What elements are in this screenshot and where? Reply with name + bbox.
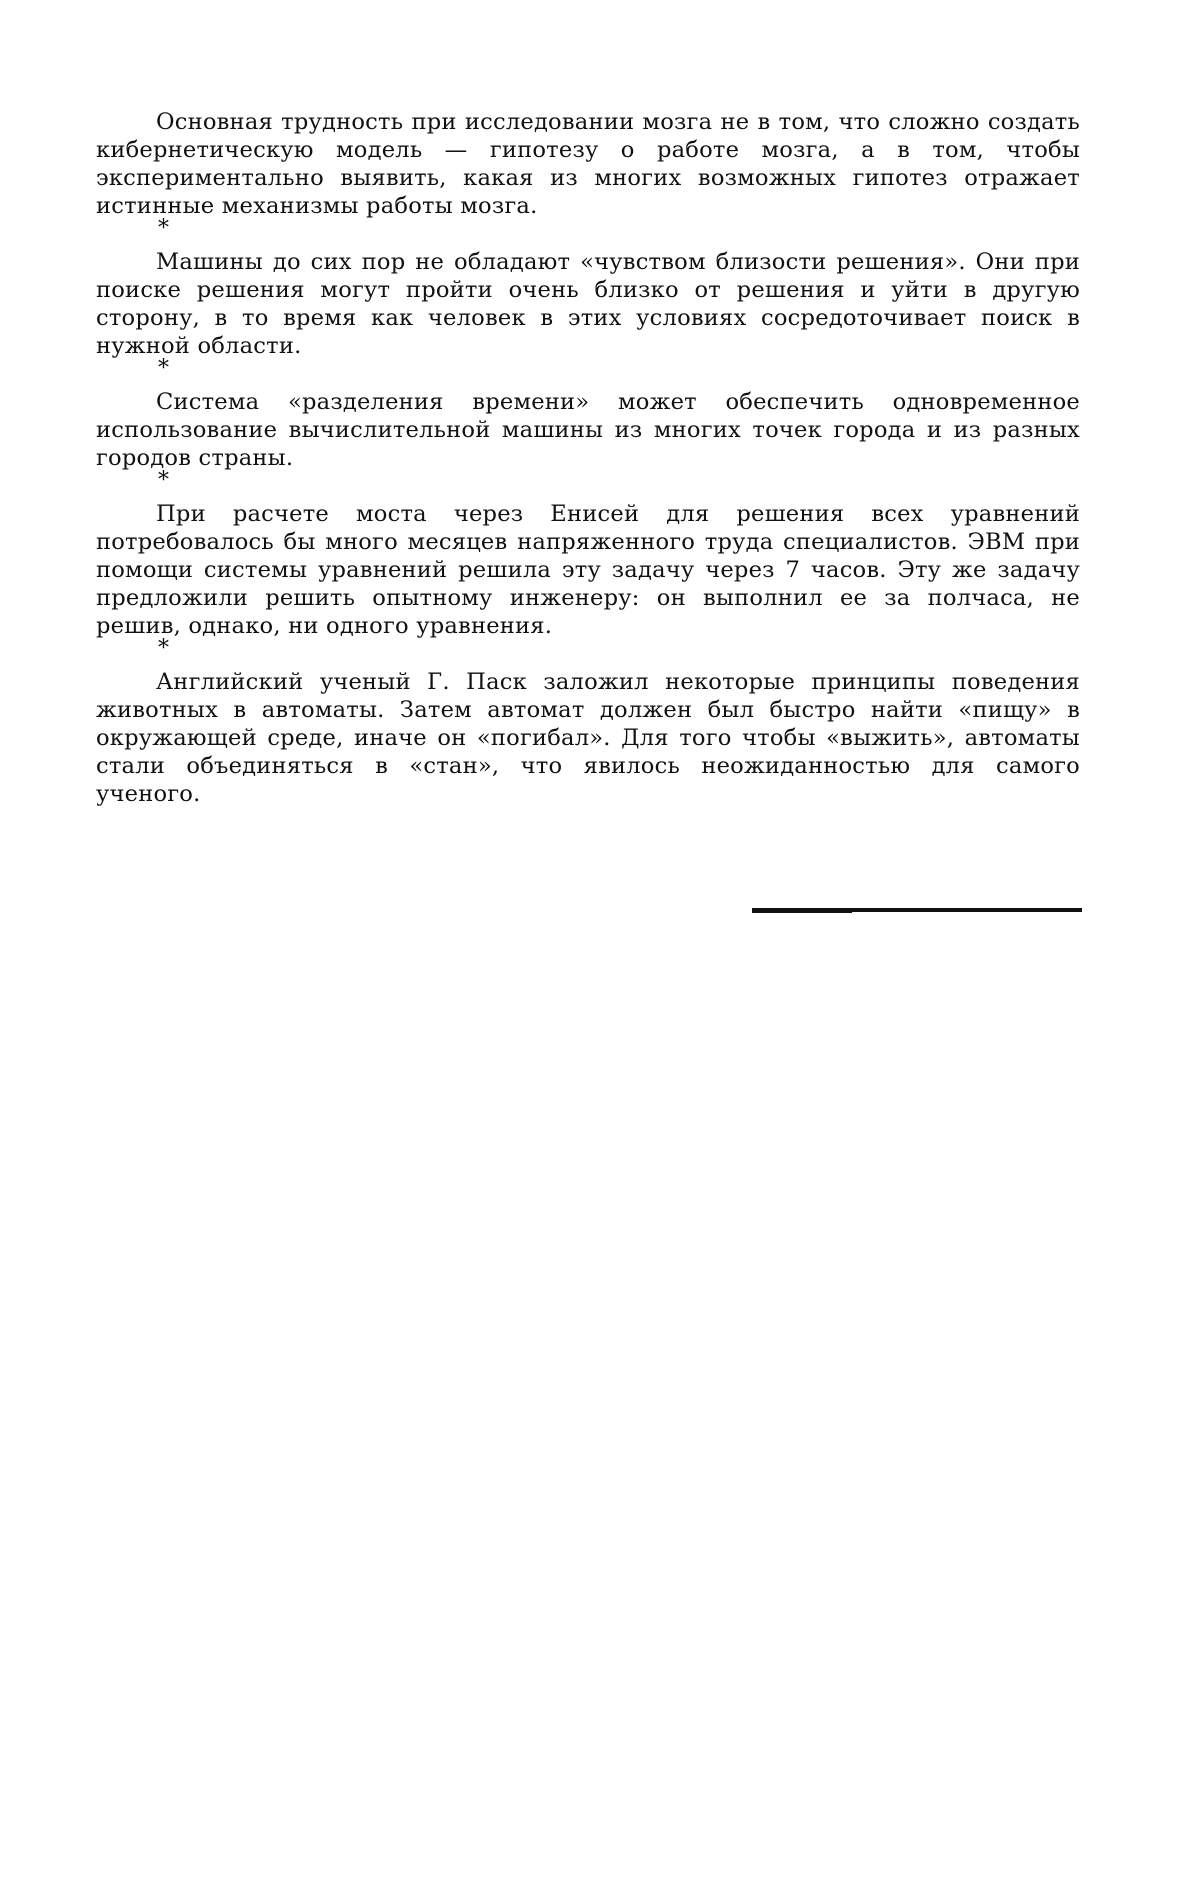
asterisk-1: * (158, 216, 169, 241)
asterisk-3: * (158, 468, 169, 493)
paragraph-3: Система «разделения времени» может обеспечить одновременное использование вычислительной машины из многих точек города и из разных городов страны. (96, 389, 1080, 471)
paragraph-2: Машины до сих пор не обладают «чувством близости решения». Они при поиске решения могут пройти очень близко от решения и уйти в другую сторону, в то время как человек в этих условиях сосредоточивает поиск в нужной области. (96, 249, 1080, 359)
asterisk-2: * (158, 356, 169, 381)
text-block (96, 108, 1080, 808)
asterisk-4: * (158, 636, 169, 661)
asterisk-separator-3 (96, 468, 1080, 493)
closing-rule (756, 908, 1082, 912)
asterisk-separator-4 (96, 636, 1080, 661)
paragraph-4: При расчете моста через Енисей для решения всех уравнений потребовалось бы много месяцев напряженного труда специалистов. ЭВМ при помощи системы уравнений решила эту задачу через 7 часов. Эту же задачу предложили решить опытному инженеру: он выполнил ее за полчаса, не решив, однако, ни одного уравнения. (96, 501, 1080, 639)
paragraph-1: Основная трудность при исследовании мозга не в том, что сложно создать кибернетическую модель — гипотезу о работе мозга, а в том, чтобы экспериментально выявить, какая из многих возможных гипотез отражает истинные механизмы работы мозга. (96, 109, 1080, 219)
asterisk-separator-1 (96, 216, 1080, 241)
paragraph-5: Английский ученый Г. Паск заложил некоторые принципы поведения животных в автоматы. Затем автомат должен был быстро найти «пищу» в окружающей среде, иначе он «погибал». Для того чтобы «выжить», автоматы стали объединяться в «стан», что явилось неожиданностью для самого ученого. (96, 669, 1080, 807)
asterisk-separator-2 (96, 356, 1080, 381)
